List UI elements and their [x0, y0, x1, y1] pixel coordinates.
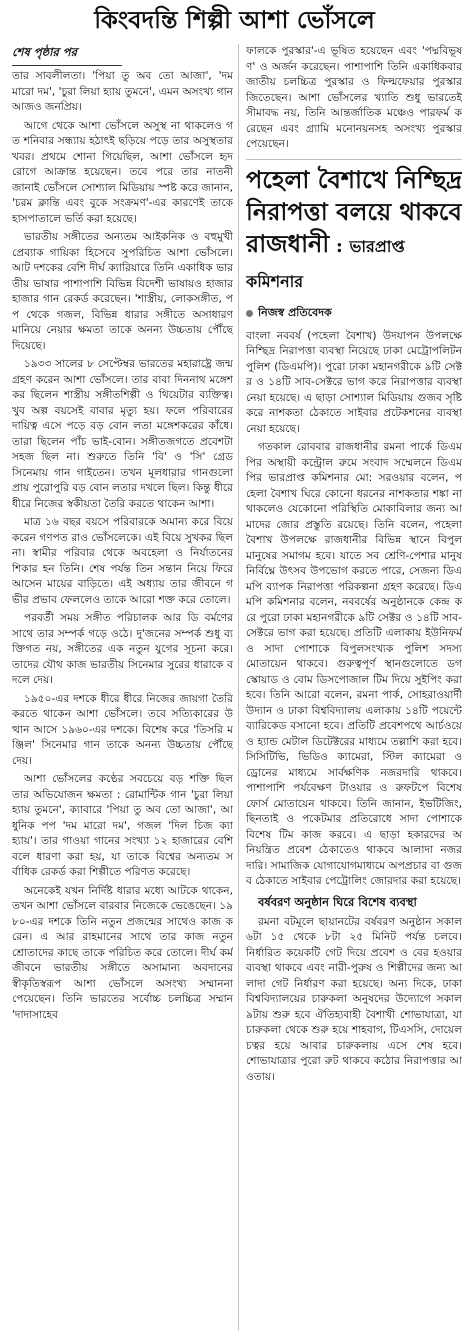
bullet-icon — [246, 310, 253, 317]
story2-paragraph: রমনা বটমূলে ছায়ানটের বর্ষবরণ অনুষ্ঠান সকাল ৬টা ১৫ থেকে ৮টা ২৫ মিনিট পর্যন্ত চলবে। নির্ধারিত কয়েকটি গেট দিয়ে প্রবেশ ও বের হওয়ার ব্যবস্থা থাকবে এবং নারী-পুরুষ ও শিল্পীদের জন্য আলাদা গেট নির্ধারণ করা হয়েছে। অন্য দিকে, ঢাকা বিশ্ববিদ্যালয়ের চারুকলা অনুষদের উদ্যোগে সকাল ৯টায় শুরু হবে ঐতিহ্যবাহী বৈশাখী শোভাযাত্রা, যা চারুকলা থেকে শুরু হয়ে শাহবাগ, টিএসসি, দোয়েল চত্বর হয়ে আবার চারুকলায় এসে শেষ হবে। শোভাযাত্রার পুরো রুট থাকবে কঠোর নিরাপত্তার আওতায়। — [246, 915, 462, 1083]
article-paragraph: পরবর্তী সময় সঙ্গীত পরিচালক আর ডি বর্মণের সাথে তার সম্পর্ক গড়ে ওঠে। দু'জনের সম্পর্ক শুধু ব্যক্তিগত নয়, সঙ্গীতের এক নতুন যুগের সূচনা করে। তাদের যৌথ কাজ ভারতীয় সিনেমার সুরের ধারাকে বদলে দেয়। — [12, 612, 233, 686]
right-column — [246, 44, 462, 1330]
story-divider — [246, 159, 462, 160]
article-paragraph: আশা ভোঁসলের কণ্ঠের সবচেয়ে বড় শক্তি ছিল তার অভিযোজন ক্ষমতা : রোমান্টিক গান 'চুরা লিয়া হ্যায় তুমনে', ক্যাবারে 'পিয়া তু অব তো আজা', আধুনিক পপ 'দম মারো দম', গজল 'দিল চিজ ক্যা হ্যায়'। তার গাওয়া গানের সংখ্যা ১২ হাজারের বেশি বলে ধারণা করা হয়, যা তাকে বিশ্বের অন্যতম সর্বাধিক রেকর্ড করা শিল্পীতে পরিণত করেছে। — [12, 773, 233, 878]
continued-kicker: শেষ পৃষ্ঠার পর — [12, 44, 122, 66]
article-continuation: ফালকে পুরস্কার'-এ ভূষিত হয়েছেন এবং 'পদ্মবিভূষণ' ও অর্জন করেছেন। পাশাপাশি তিনি একাধিকবার জাতীয় চলচ্চিত্র পুরস্কার ও ফিল্মফেয়ার পুরস্কার জিতেছেন। আশা ভোঁসলের খ্যাতি শুধু ভারতেই সীমাবদ্ধ নয়, তিনি আন্তর্জাতিক মঞ্চেও পারফর্ম করেছেন এবং গ্র্যামি মনোনয়নসহ অসংখ্য পুরস্কার পেয়েছেন। — [246, 45, 462, 150]
story2-headline-main: পহেলা বৈশাখে নিশ্ছিদ্র নিরাপত্তা বলয়ে থাকবে রাজধানী — [246, 164, 462, 258]
story2-headline — [246, 164, 462, 298]
story2-paragraph: বাংলা নববর্ষ (পহেলা বৈশাখ) উদযাপন উপলক্ষে নিশ্ছিদ্র নিরাপত্তা ব্যবস্থা নিয়েছে ঢাকা মেট্রোপলিটন পুলিশ (ডিএমপি)। পুরো ঢাকা মহানগরীকে ৯টি সেক্টর ও ১৪টি সাব-সেক্টরে ভাগ করে নিরাপত্তার ব্যবস্থা নেয়া হয়েছে। এ ছাড়া সোশ্যাল মিডিয়ায় গুজব সৃষ্টি করে নাশকতা ঠেকাতে সাইবার প্রটেকশনের ব্যবস্থা নেয়া হয়েছে। — [246, 329, 462, 435]
article-paragraph: অনেকেই যখন নির্দিষ্ট ধারার মধ্যে আটকে থাকেন, তখন আশা ভোঁসলে বারবার নিজেকে ভেঙেছেন। ১৯৮০-এর দশকে তিনি নতুন প্রজন্মের সাথেও কাজ করেন। এ আর রাহমানের সাথে তার কাজ নতুন শ্রোতাদের কাছে তাকে পরিচিত করে তোলে। দীর্ঘ কর্মজীবনে ভারতীয় সঙ্গীতে অসামান্য অবদানের স্বীকৃতিস্বরূপ আশা ভোঁসলে অসংখ্য সম্মাননা পেয়েছেন। তিনি ভারতের সর্বোচ্চ চলচ্চিত্র সম্মান 'দাদাসাহেব — [12, 884, 233, 1021]
story2-subhead: বর্ষবরণ অনুষ্ঠান ঘিরে বিশেষ ব্যবস্থা — [258, 894, 417, 909]
article-paragraph: আগে থেকে আশা ভোঁসলে অসুস্থ না থাকলেও গত শনিবার সন্ধ্যায় হঠাৎই ছড়িয়ে পড়ে তার অসুস্থতার খবর। প্রথমে শোনা গিয়েছিল, আশা ভোঁসলে হৃদরোগে আক্রান্ত হয়েছেন। তবে পরে তার নাতনী জানাই ভোঁসলে সোশ্যাল মিডিয়ায় স্পষ্ট করে জানান, 'চরম ক্লান্তি এবং বুকে সংক্রমণ'-এর কারণেই তাকে হাসপাতালে ভর্তি করা হয়েছে। — [12, 119, 233, 225]
story2-headline-suffix: ভারপ্রাপ্ত কমিশনার — [246, 236, 405, 291]
story2-headline-separator: : — [329, 234, 350, 257]
left-column — [12, 44, 233, 1330]
article-paragraph: মাত্র ১৬ বছর বয়সে পরিবারকে অমান্য করে বিয়ে করেন গণপত রাও ভোঁসলেকে। এই বিয়ে সুখকর ছিল না। স্বামীর পরিবার থেকে অবহেলা ও নির্যাতনের শিকার হন তিনি। শেষ পর্যন্ত তিন সন্তান নিয়ে ফিরে আসেন মায়ের বাড়িতে। এই অধ্যায় তার জীবনে গভীর প্রভাব ফেললেও তাকে আরো শক্ত করে তোলে। — [12, 516, 233, 606]
article-paragraph: ১৯৫০-এর দশকে ধীরে ধীরে নিজের জায়গা তৈরি করতে থাকেন আশা ভোঁসলে। তবে সত্যিকারের উত্থান আসে ১৯৬০-এর দশকে। বিশেষ করে 'তিসরি মঞ্জিল' সিনেমার গান তাকে অনন্য উচ্চতায় পৌঁছে দেয়। — [12, 692, 233, 767]
article-paragraph: তার সাবলীলতা। 'পিয়া তু অব তো আজা', 'দম মারো দম', 'চুরা লিয়া হ্যায় তুমনে', এমন অসংখ্য গান আজও জনপ্রিয়। — [12, 70, 233, 113]
article-paragraph: ভারতীয় সঙ্গীতের অন্যতম আইকনিক ও বহুমুখী প্রেব্যাক গায়িকা হিসেবে সুপরিচিত আশা ভোঁসলে। আট দশকের বেশি দীর্ঘ ক্যারিয়ারে তিনি একাধিক ভারতীয় ভাষার পাশাপাশি বিভিন্ন বিদেশী ভাষায়ও হাজার হাজার গান রেকর্ড করেছেন। 'শাস্ত্রীয়, লোকসঙ্গীত, পপ থেকে গজল, বিভিন্ন ধারার সঙ্গীতে অসাধারণ মানিয়ে নেয়ার ক্ষমতা তাকে অনন্য উচ্চতায় পৌঁছে দিয়েছে। — [12, 231, 233, 352]
story2-paragraph: গতকাল রোববার রাজধানীর রমনা পার্কে ডিএমপির অস্থায়ী কন্ট্রোল রুমে সংবাদ সম্মেলনে ডিএমপির ভারপ্রাপ্ত কমিশনার মো: সরওয়ার বলেন, পহেলা বৈশাখ ঘিরে কোনো ধরনের নাশকতার শঙ্কা না থাকলেও যেকোনো পরিস্থিতি মোকাবিলার জন্য আমাদের জোর প্রস্তুতি রয়েছে। তিনি বলেন, পহেলা বৈশাখ উপলক্ষে রাজধানীর বিভিন্ন স্থানে বিপুল মানুষের সমাগম হবে। যাতে সব শ্রেণি-পেশার মানুষ নির্বিঘ্নে উৎসব উপভোগ করতে পারে, সেজন্য ডিএমপি ব্যাপক নিরাপত্তা পরিকল্পনা গ্রহণ করেছে। ডিএমপি কমিশনার বলেন, নববর্ষের অনুষ্ঠানকে কেন্দ্র করে পুরো ঢাকা মহানগরীকে ৯টি সেক্টর ও ১৪টি সাব-সেক্টরে ভাগ করা হয়েছে। প্রতিটি এলাকায় ইউনিফর্ম ও সাদা পোশাকে বিপুলসংখ্যক পুলিশ সদস্য মোতায়েন থাকবে। গুরুত্বপূর্ণ স্থানগুলোতে ডগ স্কোয়াড ও বোম ডিসপোজাল টিম দিয়ে সুইপিং করা হবে। তিনি আরো বলেন, রমনা পার্ক, সোহরাওয়ার্দী উদ্যান ও ঢাকা বিশ্ববিদ্যালয় এলাকায় ১৪টি পয়েন্টে ব্যারিকেড বসানো হবে। প্রতিটি প্রবেশপথে আর্চওয়ে ও হ্যান্ড মেটাল ডিটেক্টরের মাধ্যমে তল্লাশি করা হবে। সিসিটিভি, ভিডিও ক্যামেরা, স্টিল ক্যামেরা ও ড্রোনের মাধ্যমে সার্বক্ষণিক নজরদারি থাকবে। পাশাপাশি পর্যবেক্ষণ টাওয়ার ও রুফটপে বিশেষ ফোর্স মোতায়েন থাকবে। তিনি জানান, ইভটিজিং, ছিনতাই ও পকেটমার প্রতিরোধে সাদা পোশাকে বিশেষ টিম কাজ করবে। এ ছাড়া হকারদের অনিয়ন্ত্রিত প্রবেশ ঠেকাতেও থাকবে আলাদা নজরদারি। সামাজিক যোগাযোগমাধ্যমে অপপ্রচার বা গুজব ঠেকাতে সাইবার পেট্রোলিং জোরদার করা হয়েছে। — [246, 441, 462, 887]
column-divider — [238, 44, 239, 1330]
byline-text: নিজস্ব প্রতিবেদক — [258, 305, 332, 319]
article-paragraph: ১৯৩৩ সালের ৮ সেপ্টেম্বর ভারতের মহারাষ্ট্রে জন্মগ্রহণ করেন আশা ভোঁসলে। তার বাবা দিননাথ মঙ্গেশকর ছিলেন শাস্ত্রীয় সঙ্গীতশিল্পী ও থিয়েটার ব্যক্তিত্ব। খুব অল্প বয়সেই বাবার মৃত্যু হয়। ফলে পরিবারের দায়িত্ব এসে পড়ে বড় বোন লতা মঙ্গেশকরের কাঁধে। তারা ছিলেন পাঁচ ভাই-বোন। সঙ্গীতজগতে প্রবেশটা সহজ ছিল না। শুরুতে তিনি 'বি' ও 'সি' গ্রেড সিনেমায় গান গাইতেন। তখন মূলধারার গানগুলো প্রায় পুরোপুরি বড় বোন লতার দখলে ছিল। কিন্তু ধীরে ধীরে নিজের স্বকীয়তা তৈরি করতে থাকেন আশা। — [12, 358, 233, 510]
headline: কিংবদন্তি শিল্পী আশা ভোঁসলে — [94, 5, 375, 34]
byline — [246, 304, 462, 323]
